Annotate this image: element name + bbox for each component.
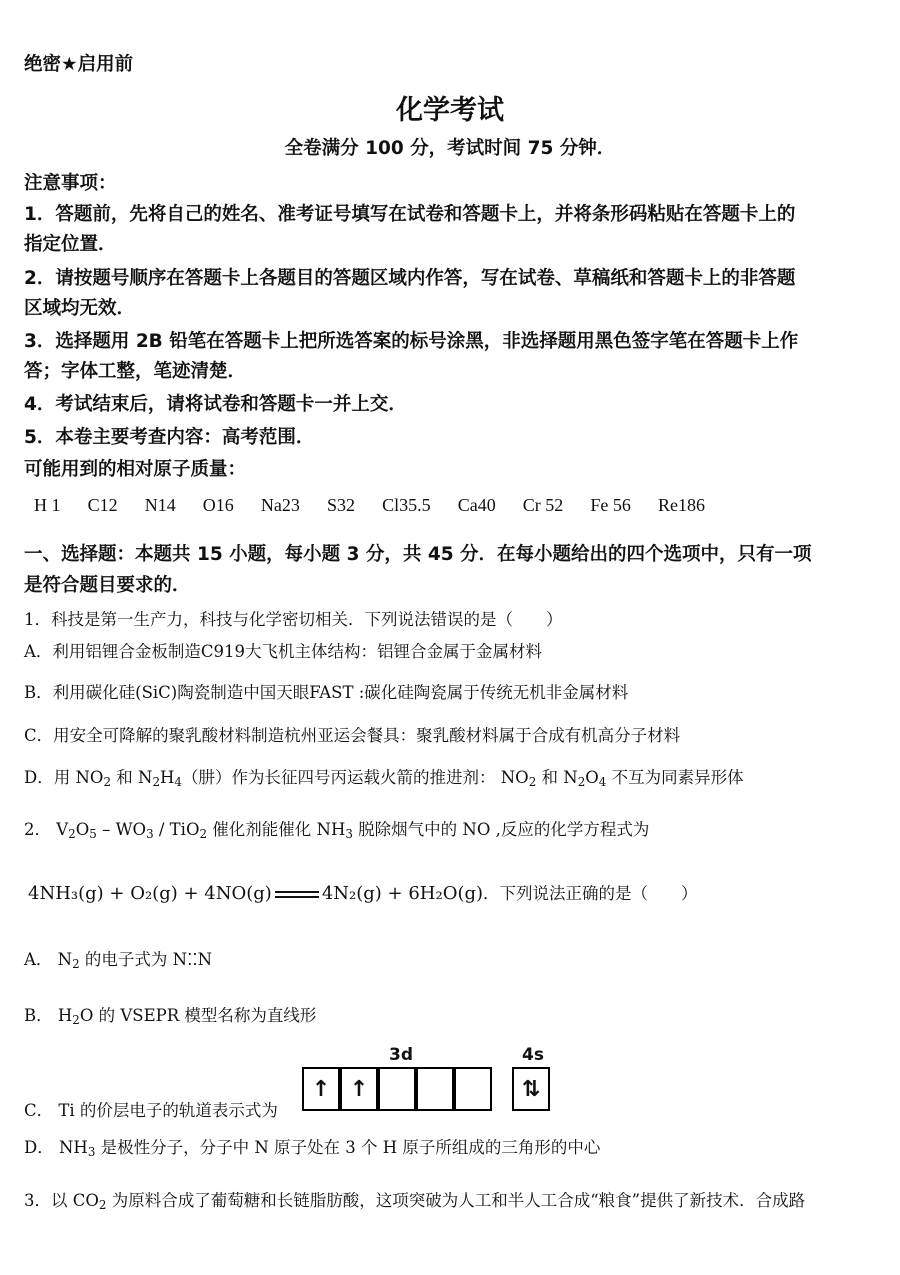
mass-item: H 1: [34, 495, 61, 515]
q2-option-c: C． Ti 的价层电子的轨道表示式为: [24, 1101, 278, 1120]
q2-stem-part: – WO: [96, 820, 147, 839]
mass-item: Fe 56: [590, 495, 631, 515]
q2-a-part: 的电子式为 N⁚⁚N: [79, 950, 213, 969]
subscript: 2: [103, 774, 112, 789]
note-1-line2: 指定位置．: [24, 234, 117, 255]
q1-option-c: C．用安全可降解的聚乳酸材料制造杭州亚运会餐具：聚乳酸材料属于合成有机高分子材料: [24, 726, 681, 745]
note-4: 4．考试结束后，请将试卷和答题卡一并上交．: [24, 394, 407, 415]
atomic-masses-list: [34, 495, 727, 516]
orbital-3d-label: 3d: [389, 1045, 413, 1065]
q1-d-part: 不互为同素异形体: [606, 768, 744, 787]
q2-b-part: B． H: [24, 1006, 73, 1025]
q2-stem-part: 脱除烟气中的 NO ,反应的化学方程式为: [352, 820, 650, 839]
orbital-3d-boxes: [302, 1067, 502, 1111]
notes-heading: 注意事项：: [24, 173, 117, 194]
subscript: 2: [98, 1197, 107, 1212]
subscript: 3: [87, 1144, 96, 1159]
subscript: 5: [89, 826, 97, 841]
subscript: 3: [345, 826, 353, 841]
note-5: 5．本卷主要考查内容：高考范围．: [24, 427, 315, 448]
q3-stem-part: 为原料合成了葡萄糖和长链脂肪酸，这项突破为人工和半人工合成“粮食”提供了新技术．合成路: [106, 1191, 806, 1210]
q1-option-b: B．利用碳化硅(SiC)陶瓷制造中国天眼FAST :碳化硅陶瓷属于传统无机非金属材料: [24, 683, 629, 702]
q2-a-part: A． N: [24, 950, 73, 969]
q2-b-part: O 的 VSEPR 模型名称为直线形: [79, 1006, 317, 1025]
q1-option-a: A．利用铝锂合金板制造C919大飞机主体结构：铝锂合金属于金属材料: [24, 642, 543, 661]
mass-item: S32: [326, 495, 355, 515]
subscript: 4: [598, 774, 607, 789]
q2-option-a: [24, 946, 212, 971]
q1-d-part: 和 N: [536, 768, 578, 787]
q1-d-part: H: [160, 768, 175, 787]
masses-heading: 可能用到的相对原子质量：: [24, 459, 247, 480]
mass-item: O16: [202, 495, 234, 515]
subscript: 2: [528, 774, 537, 789]
note-2-line2: 区域均无效．: [24, 298, 136, 319]
note-2-line1: 2．请按题号顺序在答题卡上各题目的答题区域内作答，写在试卷、草稿纸和答题卡上的非答题: [24, 268, 796, 289]
orbital-box: ⇅: [512, 1067, 550, 1111]
section1-heading-line2: 是符合题目要求的．: [24, 575, 191, 596]
orbital-box: ↑: [340, 1067, 378, 1111]
exam-subtitle: 全卷满分 100 分，考试时间 75 分钟．: [284, 138, 616, 159]
subscript: 4: [174, 774, 182, 789]
confidential-label: 绝密★启用前: [24, 54, 134, 75]
q2-stem-part: 2． V: [24, 820, 69, 839]
subscript: 2: [72, 956, 80, 971]
mass-item: Re186: [657, 495, 705, 515]
subscript: 2: [68, 826, 76, 841]
equation-left: 4NH₃(g) + O₂(g) + 4NO(g): [28, 883, 272, 904]
orbital-box: [378, 1067, 416, 1111]
equation-arrow: [275, 891, 319, 898]
q1-d-part: D．用 NO: [24, 768, 104, 787]
q1-d-part: O: [585, 768, 599, 787]
q1-stem: 1．科技是第一生产力，科技与化学密切相关．下列说法错误的是（ ）: [24, 610, 563, 629]
mass-item: Cr 52: [522, 495, 564, 515]
note-1-line1: 1．答题前，先将自己的姓名、准考证号填写在试卷和答题卡上，并将条形码粘贴在答题卡上的: [24, 204, 796, 225]
orbital-box: [416, 1067, 454, 1111]
q1-d-part: （肼）作为长征四号丙运载火箭的推进剂： NO: [181, 768, 529, 787]
note-3-line1: 3．选择题用 2B 铅笔在答题卡上把所选答案的标号涂黑，非选择题用黑色签字笔在答题卡上作: [24, 331, 799, 352]
q3-stem: [24, 1187, 805, 1212]
q2-stem-part: O: [75, 820, 90, 839]
subscript: 2: [199, 826, 208, 841]
q2-option-b: [24, 1002, 316, 1027]
exam-title: 化学考试: [396, 95, 504, 126]
mass-item: C12: [87, 495, 118, 515]
q1-d-part: 和 N: [111, 768, 153, 787]
orbital-4s-label: 4s: [522, 1045, 544, 1065]
subscript: 2: [72, 1012, 80, 1027]
mass-item: Ca40: [457, 495, 496, 515]
orbital-box: ↑: [302, 1067, 340, 1111]
q2-d-part: 是极性分子，分子中 N 原子处在 3 个 H 原子所组成的三角形的中心: [95, 1138, 601, 1157]
note-3-line2: 答；字体工整，笔迹清楚．: [24, 361, 247, 382]
mass-item: N14: [144, 495, 176, 515]
subscript: 2: [152, 774, 161, 789]
subscript: 2: [577, 774, 586, 789]
equation-tail: ．下列说法正确的是（ ）: [483, 884, 698, 903]
q2-option-d: [24, 1134, 600, 1159]
q2-stem-part: 催化剂能催化 NH: [207, 820, 346, 839]
q2-stem-part: / TiO: [153, 820, 200, 839]
q2-stem: [24, 816, 649, 841]
subscript: 3: [146, 826, 154, 841]
orbital-4s-boxes: [512, 1067, 552, 1111]
orbital-box: [454, 1067, 492, 1111]
section1-heading-line1: 一、选择题：本题共 15 小题，每小题 3 分，共 45 分．在每小题给出的四个选项中，只有一项: [24, 544, 812, 565]
equation-right: 4N₂(g) + 6H₂O(g): [321, 883, 484, 904]
q2-d-part: D． NH: [24, 1138, 88, 1157]
mass-item: Na23: [260, 495, 300, 515]
q1-option-d: [24, 764, 744, 789]
mass-item: Cl35.5: [382, 495, 431, 515]
q3-stem-part: 3．以 CO: [24, 1191, 99, 1210]
q2-equation: [28, 880, 698, 904]
